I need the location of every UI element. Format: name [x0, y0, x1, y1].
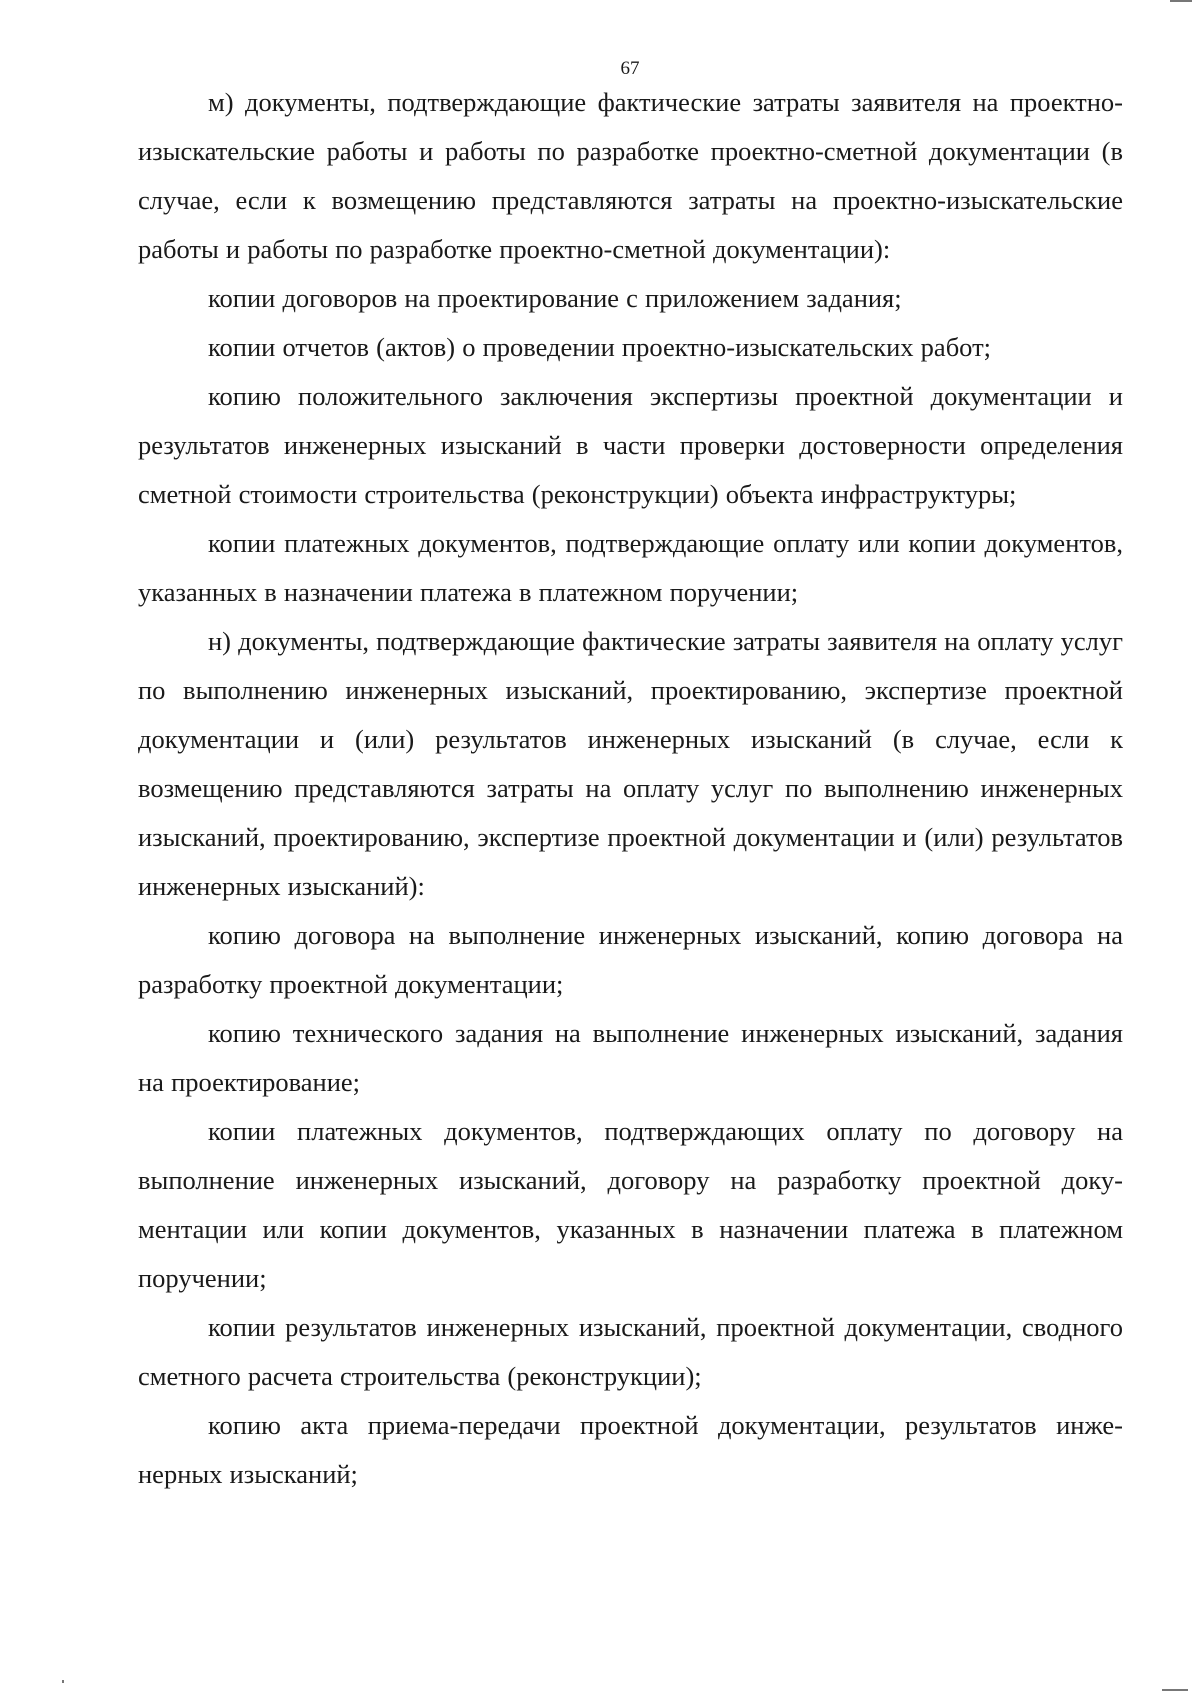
list-item: копии платежных документов, подтверждающие оплату или копии документов, указанных в назначении платежа в платежном поручении; [138, 528, 1123, 607]
scan-artifact [1162, 1689, 1188, 1691]
list-item: копии отчетов (актов) о проведении проектно-изыскательских работ; [208, 332, 992, 362]
paragraph-m: м) документы, подтверждающие фактические затраты заявителя на проектно-изыскательские работы и работы по разработке проектно-сметной документации (в случае, если к возмещению представляются затраты на проектно-изыскательские работы и работы по разработке проектно-сметной документации): [138, 87, 1123, 264]
list-item: копию договора на выполнение инженерных изысканий, копию договора на разработку проектной документации; [138, 920, 1123, 999]
list-item: копии договоров на проектирование с приложением задания; [208, 283, 902, 313]
paragraph-n: н) документы, подтверждающие фактические затраты заявителя на оплату услуг по выполнению инженерных изысканий, проектированию, экспертизе проектной документации и (или) результатов инженерных изысканий (в случае, если к возмещению представляются затраты на оплату услуг по выполнению инженерных изысканий, проектированию, экспертизе проектной документации и (или) результатов инженерных изысканий): [138, 626, 1123, 901]
page-number: 67 [620, 58, 640, 79]
scan-artifact [62, 1680, 64, 1683]
document-body [138, 78, 1123, 1499]
scan-artifact [1170, 0, 1192, 2]
list-item: копию акта приема-передачи проектной документации, результатов инженерных изысканий; [138, 1410, 1123, 1489]
list-item: копию положительного заключения экспертизы проектной документации и результатов инженерных изысканий в части проверки достоверности определения сметной стоимости строительства (реконструкции) объекта инфраструктуры; [138, 381, 1123, 509]
list-item: копии платежных документов, подтверждающих оплату по договору на выполнение инженерных изысканий, договору на разработку проектной документации или копии документов, указанных в назначении платежа в платежном поручении; [138, 1116, 1123, 1293]
list-item: копии результатов инженерных изысканий, проектной документации, сводного сметного расчета строительства (реконструкции); [138, 1312, 1123, 1391]
list-item: копию технического задания на выполнение инженерных изысканий, задания на проектирование; [138, 1018, 1123, 1097]
